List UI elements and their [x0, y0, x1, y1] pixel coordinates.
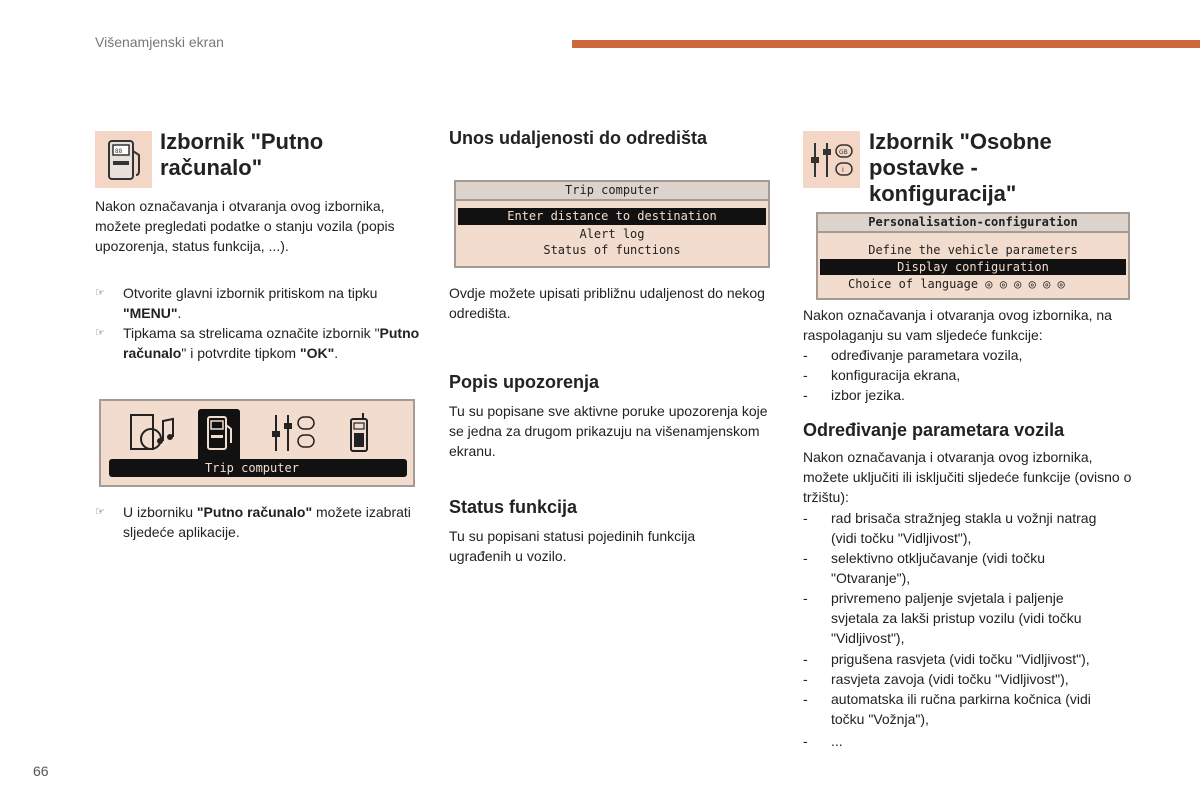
params-heading: Određivanje parametara vozila	[803, 420, 1065, 440]
pointing-hand-icon: ☞	[95, 287, 105, 299]
personalisation-screen	[816, 212, 1130, 300]
distance-text: Ovdje možete upisati približnu udaljenost do nekog odredišta.	[449, 285, 765, 321]
params-intro: Nakon označavanja i otvaranja ovog izbornika, možete uključiti ili isključiti sljedeće funkcije (ovisno o tržištu):	[803, 449, 1132, 505]
distance-heading: Unos udaljenosti do odredišta	[449, 128, 708, 148]
trip-computer-selected-icon	[198, 409, 240, 465]
menu-item-display-config: Display configuration	[820, 259, 1126, 275]
personalisation-icon	[803, 131, 860, 188]
trip-computer-icon	[95, 131, 152, 188]
screen-title: Trip computer	[456, 182, 768, 201]
pointing-hand-icon: ☞	[95, 506, 105, 518]
header-accent-bar	[572, 40, 1200, 48]
music-note-icon	[127, 411, 179, 455]
trip-computer-screen	[454, 180, 770, 268]
main-menu-screen	[99, 399, 415, 487]
status-text: Tu su popisani statusi pojedinih funkcija ugrađenih u vozilo.	[449, 528, 696, 564]
alerts-text: Tu su popisane sve aktivne poruke upozorenja koje se jedna za drugom prikazuju na višenamjenskom ekranu.	[449, 403, 768, 459]
language-flags-icon: ◎ ◎ ◎ ◎ ◎ ◎	[985, 277, 1065, 291]
menu-item-language: Choice of language ◎ ◎ ◎ ◎ ◎ ◎	[848, 277, 1065, 291]
header-section-title: Višenamjenski ekran	[95, 34, 224, 50]
menu-item-define-params: Define the vehicle parameters	[868, 243, 1078, 257]
svg-text:88: 88	[115, 148, 123, 155]
alerts-heading: Popis upozorenja	[449, 372, 600, 392]
settings-sliders-icon	[268, 411, 320, 455]
status-heading: Status funkcija	[449, 497, 578, 517]
phone-icon	[339, 411, 379, 455]
selected-menu-label: Trip computer	[109, 459, 407, 477]
menu-item-alert-log: Alert log	[579, 227, 645, 241]
svg-text:GB: GB	[839, 149, 848, 156]
menu-item-status: Status of functions	[543, 243, 681, 257]
screen-title: Personalisation-configuration	[818, 214, 1128, 233]
trip-computer-intro: Nakon označavanja i otvaranja ovog izbornika, možete pregledati podatke o stanju vozila (popis upozorenja, status funkcija, ...).	[95, 198, 395, 254]
personalisation-title: Izbornik "Osobne postavke - konfiguracija"	[869, 129, 1052, 206]
pointing-hand-icon: ☞	[95, 327, 105, 339]
page-number: 66	[33, 763, 49, 779]
personalisation-intro: Nakon označavanja i otvaranja ovog izbornika, na raspolaganju su vam sljedeće funkcije:	[803, 307, 1112, 343]
menu-item-distance: Enter distance to destination	[458, 208, 766, 225]
svg-text:I: I	[842, 167, 844, 174]
trip-computer-title: Izbornik "Putno računalo"	[160, 129, 324, 180]
